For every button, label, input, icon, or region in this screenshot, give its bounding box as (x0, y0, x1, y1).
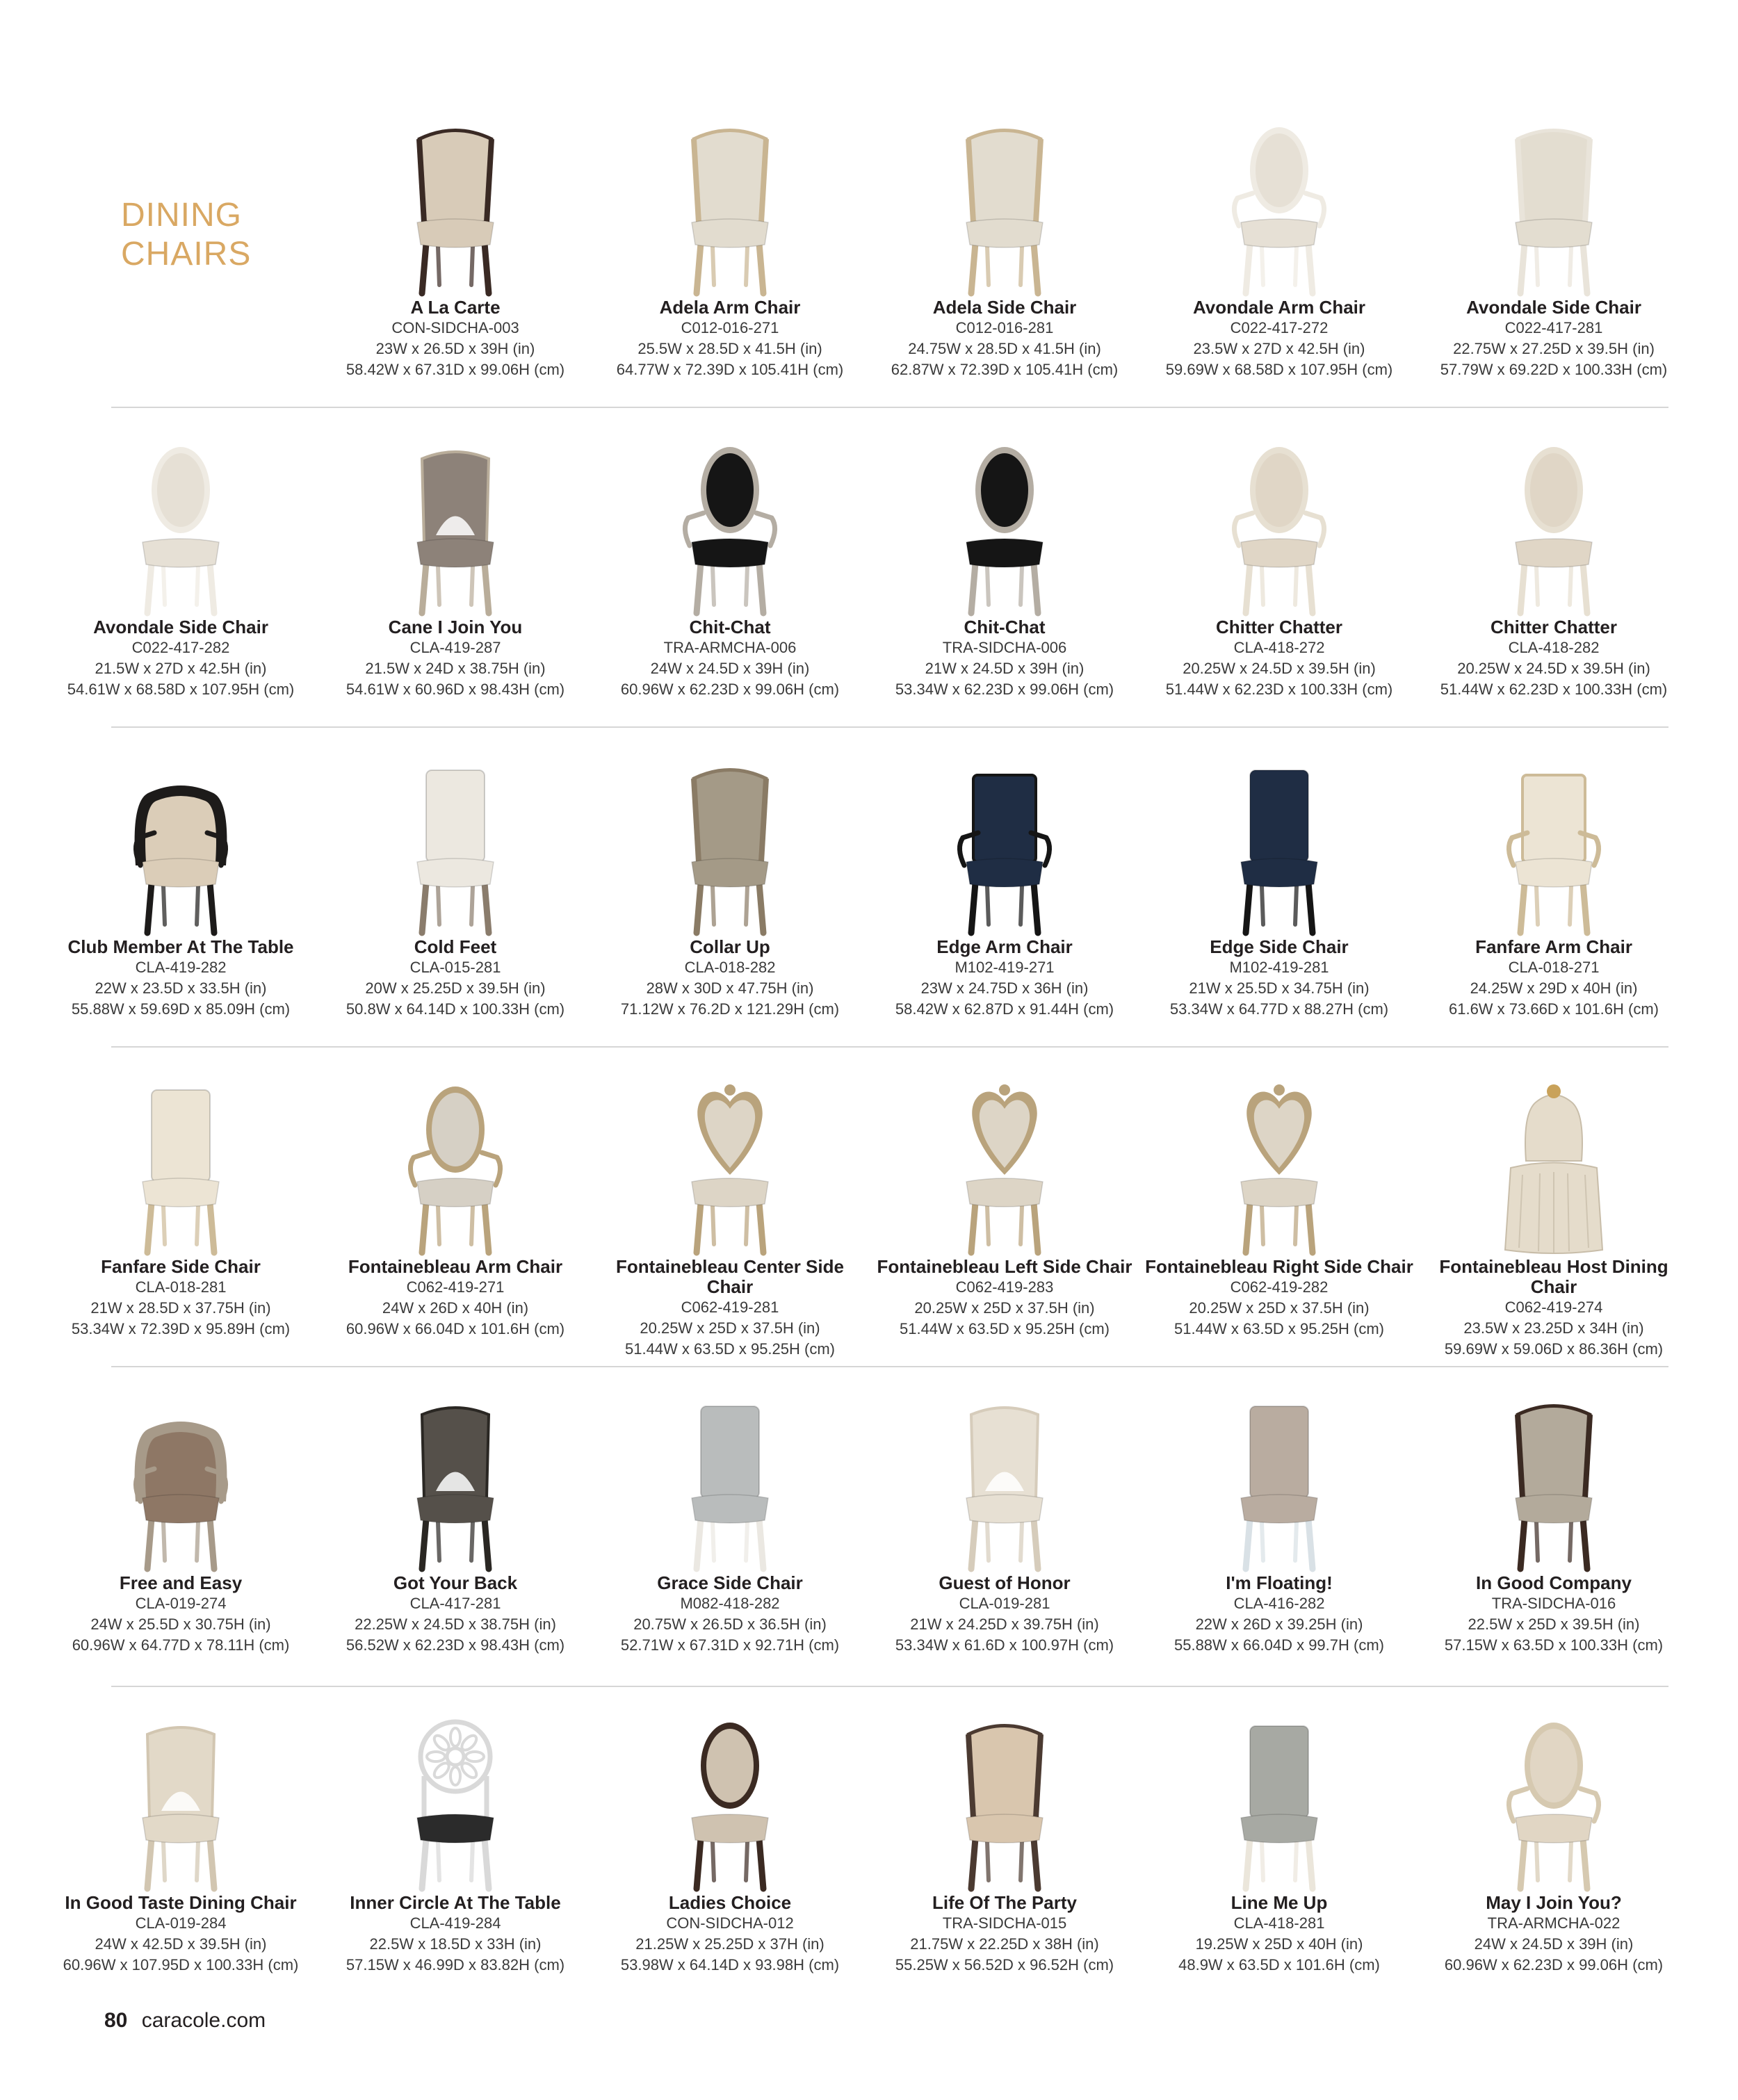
product-code: CLA-418-281 (1233, 1914, 1325, 1932)
chair-photo (928, 1707, 1081, 1898)
product-info (45, 1257, 316, 1340)
product-name: Chitter Chatter (1215, 617, 1342, 637)
dimensions-inches: 24.75W x 28.5D x 41.5H (in) (908, 340, 1101, 357)
product-info (869, 1257, 1140, 1340)
product-info (320, 937, 591, 1020)
chair-photo (104, 751, 257, 942)
product-code: CLA-019-284 (135, 1914, 227, 1932)
product-name: Avondale Side Chair (1466, 297, 1641, 318)
chair-photo (1203, 1707, 1356, 1898)
product-card (45, 751, 316, 1057)
product-info (594, 1257, 866, 1360)
dimensions-inches: 24.25W x 29D x 40H (in) (1470, 979, 1638, 997)
dimensions-centimeters: 59.69W x 68.58D x 107.95H (cm) (1165, 361, 1393, 378)
dimensions-inches: 28W x 30D x 47.75H (in) (646, 979, 814, 997)
product-card (869, 431, 1140, 737)
dimensions-inches: 20.25W x 25D x 37.5H (in) (1189, 1299, 1370, 1317)
product-info (320, 1893, 591, 1976)
product-card (1144, 431, 1415, 737)
page-number: 80 (104, 2009, 128, 2032)
chair-photo (1203, 751, 1356, 942)
chair-photo (1203, 1071, 1356, 1262)
product-info (594, 617, 866, 700)
dimensions-inches: 21.75W x 22.25D x 38H (in) (910, 1935, 1099, 1953)
product-code: TRA-ARMCHA-022 (1487, 1914, 1621, 1932)
product-name: Fontainebleau Right Side Chair (1145, 1256, 1413, 1277)
product-card (45, 1071, 316, 1376)
product-code: CLA-419-282 (135, 959, 227, 976)
product-card (594, 751, 866, 1057)
chair-photo (928, 111, 1081, 302)
product-name: Fontainebleau Left Side Chair (877, 1256, 1132, 1277)
product-name: Edge Arm Chair (936, 936, 1073, 957)
product-name: Chit-Chat (964, 617, 1046, 637)
product-code: CLA-418-272 (1233, 639, 1325, 656)
product-name: Life Of The Party (932, 1892, 1078, 1913)
product-code: CLA-018-271 (1508, 959, 1600, 976)
dimensions-centimeters: 55.88W x 66.04D x 99.7H (cm) (1173, 1636, 1384, 1654)
dimensions-inches: 22.75W x 27.25D x 39.5H (in) (1453, 340, 1655, 357)
dimensions-centimeters: 58.42W x 67.31D x 99.06H (cm) (346, 361, 565, 378)
dimensions-inches: 20.25W x 25D x 37.5H (in) (640, 1319, 820, 1337)
chair-photo (1203, 1387, 1356, 1578)
row-divider (111, 407, 1668, 408)
product-card (320, 1707, 591, 2012)
product-code: CLA-419-284 (409, 1914, 501, 1932)
dimensions-centimeters: 51.44W x 63.5D x 95.25H (cm) (1173, 1320, 1384, 1337)
product-name: Cold Feet (414, 936, 497, 957)
product-card (45, 431, 316, 737)
product-name: Free and Easy (119, 1572, 243, 1593)
dimensions-inches: 21W x 25.5D x 34.75H (in) (1189, 979, 1370, 997)
dimensions-inches: 22W x 26D x 39.25H (in) (1195, 1615, 1363, 1633)
product-code: C062-419-271 (406, 1278, 505, 1296)
product-name: Edge Side Chair (1210, 936, 1349, 957)
product-code: C062-419-283 (955, 1278, 1054, 1296)
dimensions-inches: 21W x 24.5D x 39H (in) (925, 660, 1085, 677)
product-name: Chit-Chat (689, 617, 771, 637)
dimensions-inches: 23.5W x 23.25D x 34H (in) (1463, 1319, 1644, 1337)
product-name: May I Join You? (1486, 1892, 1622, 1913)
product-card (594, 431, 866, 737)
product-info (320, 298, 591, 380)
product-info (594, 1893, 866, 1976)
dimensions-centimeters: 56.52W x 62.23D x 98.43H (cm) (346, 1636, 565, 1654)
product-name: Inner Circle At The Table (350, 1892, 561, 1913)
product-code: CON-SIDCHA-012 (666, 1914, 794, 1932)
product-name: Fanfare Side Chair (101, 1256, 261, 1277)
product-code: TRA-SIDCHA-015 (942, 1914, 1067, 1932)
product-code: TRA-SIDCHA-016 (1491, 1595, 1616, 1612)
product-card (1144, 1387, 1415, 1693)
product-code: CLA-019-274 (135, 1595, 227, 1612)
dimensions-inches: 24W x 42.5D x 39.5H (in) (95, 1935, 267, 1953)
chair-photo (1203, 111, 1356, 302)
dimensions-inches: 21.25W x 25.25D x 37H (in) (635, 1935, 825, 1953)
product-code: M082-418-282 (680, 1595, 780, 1612)
product-code: CLA-018-281 (135, 1278, 227, 1296)
product-name: Fontainebleau Arm Chair (348, 1256, 563, 1277)
product-name: Fontainebleau Host Dining Chair (1439, 1256, 1668, 1297)
product-info (869, 937, 1140, 1020)
section-title-line2: CHAIRS (121, 236, 252, 272)
product-card (594, 1707, 866, 2012)
chair-photo (653, 1071, 806, 1262)
site-url: caracole.com (141, 2009, 266, 2032)
product-info (1418, 1257, 1689, 1360)
product-card (1418, 111, 1689, 417)
dimensions-centimeters: 51.44W x 62.23D x 100.33H (cm) (1165, 681, 1393, 698)
product-card (320, 111, 591, 417)
product-code: C012-016-281 (955, 319, 1054, 336)
dimensions-inches: 24W x 26D x 40H (in) (382, 1299, 529, 1317)
row-divider (111, 726, 1668, 728)
dimensions-inches: 20W x 25.25D x 39.5H (in) (365, 979, 546, 997)
product-code: C012-016-271 (681, 319, 779, 336)
dimensions-inches: 25.5W x 28.5D x 41.5H (in) (637, 340, 822, 357)
chair-photo (1477, 751, 1630, 942)
page-footer (104, 2009, 266, 2033)
chair-photo (379, 1707, 532, 1898)
chair-photo (653, 1387, 806, 1578)
chair-photo (1477, 1387, 1630, 1578)
product-info (320, 1573, 591, 1656)
product-info (45, 937, 316, 1020)
dimensions-centimeters: 60.96W x 62.23D x 99.06H (cm) (620, 681, 840, 698)
product-card (45, 1707, 316, 2012)
product-name: Fontainebleau Center Side Chair (616, 1256, 844, 1297)
dimensions-inches: 20.25W x 25D x 37.5H (in) (914, 1299, 1095, 1317)
dimensions-inches: 22.5W x 25D x 39.5H (in) (1468, 1615, 1640, 1633)
product-card (1418, 431, 1689, 737)
product-card (869, 1387, 1140, 1693)
product-info (45, 1893, 316, 1976)
dimensions-inches: 19.25W x 25D x 40H (in) (1195, 1935, 1363, 1953)
product-info (45, 617, 316, 700)
dimensions-centimeters: 58.42W x 62.87D x 91.44H (cm) (895, 1000, 1114, 1018)
product-code: C022-417-272 (1230, 319, 1329, 336)
dimensions-inches: 22.5W x 18.5D x 33H (in) (369, 1935, 542, 1953)
dimensions-centimeters: 60.96W x 62.23D x 99.06H (cm) (1444, 1956, 1664, 1973)
chair-photo (928, 751, 1081, 942)
dimensions-centimeters: 53.34W x 62.23D x 99.06H (cm) (895, 681, 1114, 698)
dimensions-inches: 22.25W x 24.5D x 38.75H (in) (355, 1615, 556, 1633)
chair-photo (653, 111, 806, 302)
dimensions-inches: 20.25W x 24.5D x 39.5H (in) (1457, 660, 1650, 677)
product-info (594, 1573, 866, 1656)
chair-photo (1477, 431, 1630, 622)
dimensions-centimeters: 60.96W x 64.77D x 78.11H (cm) (72, 1636, 290, 1654)
product-code: TRA-ARMCHA-006 (663, 639, 797, 656)
product-code: M102-419-281 (1229, 959, 1329, 976)
dimensions-inches: 21.5W x 24D x 38.75H (in) (365, 660, 546, 677)
chair-photo (653, 1707, 806, 1898)
product-card (1418, 1387, 1689, 1693)
product-code: CLA-418-282 (1508, 639, 1600, 656)
chair-photo (1477, 111, 1630, 302)
dimensions-centimeters: 59.69W x 59.06D x 86.36H (cm) (1444, 1340, 1664, 1358)
product-card (1418, 751, 1689, 1057)
product-code: CLA-018-282 (684, 959, 776, 976)
product-code: C022-417-281 (1504, 319, 1603, 336)
product-code: M102-419-271 (955, 959, 1055, 976)
chair-photo (104, 431, 257, 622)
product-card (320, 751, 591, 1057)
product-code: CLA-416-282 (1233, 1595, 1325, 1612)
product-name: Club Member At The Table (67, 936, 294, 957)
product-info (320, 1257, 591, 1340)
dimensions-centimeters: 51.44W x 63.5D x 95.25H (cm) (899, 1320, 1110, 1337)
product-card (594, 1071, 866, 1376)
row-divider (111, 1686, 1668, 1687)
product-code: C062-419-281 (681, 1299, 779, 1316)
product-info (1418, 937, 1689, 1020)
product-info (594, 937, 866, 1020)
product-info (1144, 1573, 1415, 1656)
product-info (1418, 298, 1689, 380)
product-info (1144, 298, 1415, 380)
product-info (869, 298, 1140, 380)
dimensions-centimeters: 53.34W x 61.6D x 100.97H (cm) (895, 1636, 1114, 1654)
product-card (1144, 751, 1415, 1057)
dimensions-centimeters: 53.98W x 64.14D x 93.98H (cm) (620, 1956, 840, 1973)
product-code: C062-419-274 (1504, 1299, 1603, 1316)
dimensions-inches: 21.5W x 27D x 42.5H (in) (95, 660, 267, 677)
product-info (45, 1573, 316, 1656)
dimensions-inches: 22W x 23.5D x 33.5H (in) (95, 979, 267, 997)
product-name: Collar Up (690, 936, 770, 957)
chair-photo (1203, 431, 1356, 622)
product-info (1144, 937, 1415, 1020)
dimensions-inches: 20.25W x 24.5D x 39.5H (in) (1183, 660, 1376, 677)
dimensions-centimeters: 62.87W x 72.39D x 105.41H (cm) (891, 361, 1119, 378)
chair-photo (1477, 1071, 1630, 1262)
product-code: TRA-SIDCHA-006 (942, 639, 1067, 656)
dimensions-centimeters: 57.15W x 63.5D x 100.33H (cm) (1444, 1636, 1664, 1654)
product-card (869, 751, 1140, 1057)
dimensions-centimeters: 48.9W x 63.5D x 101.6H (cm) (1178, 1956, 1380, 1973)
chair-photo (104, 1707, 257, 1898)
chair-photo (653, 431, 806, 622)
product-code: CLA-019-281 (959, 1595, 1050, 1612)
product-name: Cane I Join You (388, 617, 523, 637)
product-name: Grace Side Chair (657, 1572, 803, 1593)
row-divider (111, 1366, 1668, 1367)
dimensions-centimeters: 71.12W x 76.2D x 121.29H (cm) (620, 1000, 840, 1018)
product-code: CLA-419-287 (409, 639, 501, 656)
product-code: CLA-417-281 (409, 1595, 501, 1612)
product-name: Ladies Choice (668, 1892, 792, 1913)
chair-photo (379, 1071, 532, 1262)
product-card (1418, 1071, 1689, 1376)
product-info (320, 617, 591, 700)
dimensions-centimeters: 50.8W x 64.14D x 100.33H (cm) (346, 1000, 565, 1018)
product-info (1418, 1893, 1689, 1976)
product-name: Fanfare Arm Chair (1475, 936, 1632, 957)
product-info (1418, 1573, 1689, 1656)
dimensions-inches: 23.5W x 27D x 42.5H (in) (1193, 340, 1365, 357)
product-card (320, 1387, 591, 1693)
dimensions-centimeters: 61.6W x 73.66D x 101.6H (cm) (1448, 1000, 1659, 1018)
dimensions-centimeters: 55.88W x 59.69D x 85.09H (cm) (71, 1000, 291, 1018)
dimensions-centimeters: 53.34W x 72.39D x 95.89H (cm) (71, 1320, 291, 1337)
product-name: Adela Side Chair (932, 297, 1077, 318)
product-code: CON-SIDCHA-003 (391, 319, 519, 336)
dimensions-inches: 21W x 24.25D x 39.75H (in) (910, 1615, 1099, 1633)
dimensions-centimeters: 54.61W x 68.58D x 107.95H (cm) (67, 681, 295, 698)
product-card (320, 1071, 591, 1376)
dimensions-centimeters: 57.79W x 69.22D x 100.33H (cm) (1440, 361, 1668, 378)
product-card (1418, 1707, 1689, 2012)
chair-photo (379, 111, 532, 302)
product-info (869, 1893, 1140, 1976)
product-code: CLA-015-281 (409, 959, 501, 976)
dimensions-centimeters: 64.77W x 72.39D x 105.41H (cm) (616, 361, 844, 378)
chair-photo (379, 751, 532, 942)
dimensions-centimeters: 51.44W x 63.5D x 95.25H (cm) (624, 1340, 835, 1358)
dimensions-centimeters: 51.44W x 62.23D x 100.33H (cm) (1440, 681, 1668, 698)
product-name: Avondale Side Chair (93, 617, 268, 637)
product-card (1144, 111, 1415, 417)
product-code: C022-417-282 (131, 639, 230, 656)
product-name: Line Me Up (1231, 1892, 1328, 1913)
product-card (1144, 1071, 1415, 1376)
dimensions-centimeters: 53.34W x 64.77D x 88.27H (cm) (1169, 1000, 1389, 1018)
dimensions-centimeters: 57.15W x 46.99D x 83.82H (cm) (346, 1956, 565, 1973)
product-name: In Good Company (1476, 1572, 1632, 1593)
dimensions-inches: 23W x 26.5D x 39H (in) (375, 340, 535, 357)
dimensions-centimeters: 55.25W x 56.52D x 96.52H (cm) (895, 1956, 1114, 1973)
product-name: I'm Floating! (1226, 1572, 1333, 1593)
product-card (869, 1071, 1140, 1376)
chair-photo (1477, 1707, 1630, 1898)
product-info (1144, 617, 1415, 700)
dimensions-centimeters: 54.61W x 60.96D x 98.43H (cm) (346, 681, 565, 698)
dimensions-inches: 24W x 24.5D x 39H (in) (650, 660, 810, 677)
chair-photo (379, 1387, 532, 1578)
product-name: Guest of Honor (939, 1572, 1071, 1593)
dimensions-inches: 20.75W x 26.5D x 36.5H (in) (633, 1615, 827, 1633)
product-info (1144, 1257, 1415, 1340)
dimensions-inches: 23W x 24.75D x 36H (in) (920, 979, 1089, 997)
product-card (320, 431, 591, 737)
product-card (1144, 1707, 1415, 2012)
chair-photo (928, 431, 1081, 622)
chair-photo (928, 1071, 1081, 1262)
dimensions-inches: 24W x 25.5D x 30.75H (in) (90, 1615, 271, 1633)
section-title-line1: DINING (121, 197, 242, 234)
dimensions-inches: 24W x 24.5D x 39H (in) (1474, 1935, 1634, 1953)
product-info (594, 298, 866, 380)
product-name: Got Your Back (393, 1572, 518, 1593)
chair-photo (379, 431, 532, 622)
product-name: Chitter Chatter (1490, 617, 1617, 637)
product-name: A La Carte (410, 297, 501, 318)
chair-photo (928, 1387, 1081, 1578)
product-card (594, 111, 866, 417)
row-divider (111, 1046, 1668, 1048)
dimensions-inches: 21W x 28.5D x 37.75H (in) (90, 1299, 271, 1317)
product-card (869, 111, 1140, 417)
product-info (1418, 617, 1689, 700)
product-card (869, 1707, 1140, 2012)
chair-photo (653, 751, 806, 942)
product-info (869, 617, 1140, 700)
product-name: In Good Taste Dining Chair (65, 1892, 297, 1913)
product-code: C062-419-282 (1230, 1278, 1329, 1296)
dimensions-centimeters: 60.96W x 66.04D x 101.6H (cm) (346, 1320, 565, 1337)
dimensions-centimeters: 52.71W x 67.31D x 92.71H (cm) (620, 1636, 840, 1654)
product-info (869, 1573, 1140, 1656)
product-name: Avondale Arm Chair (1192, 297, 1365, 318)
product-name: Adela Arm Chair (659, 297, 801, 318)
chair-photo (104, 1387, 257, 1578)
product-card (594, 1387, 866, 1693)
dimensions-centimeters: 60.96W x 107.95D x 100.33H (cm) (63, 1956, 299, 1973)
product-card (45, 1387, 316, 1693)
product-info (1144, 1893, 1415, 1976)
chair-photo (104, 1071, 257, 1262)
